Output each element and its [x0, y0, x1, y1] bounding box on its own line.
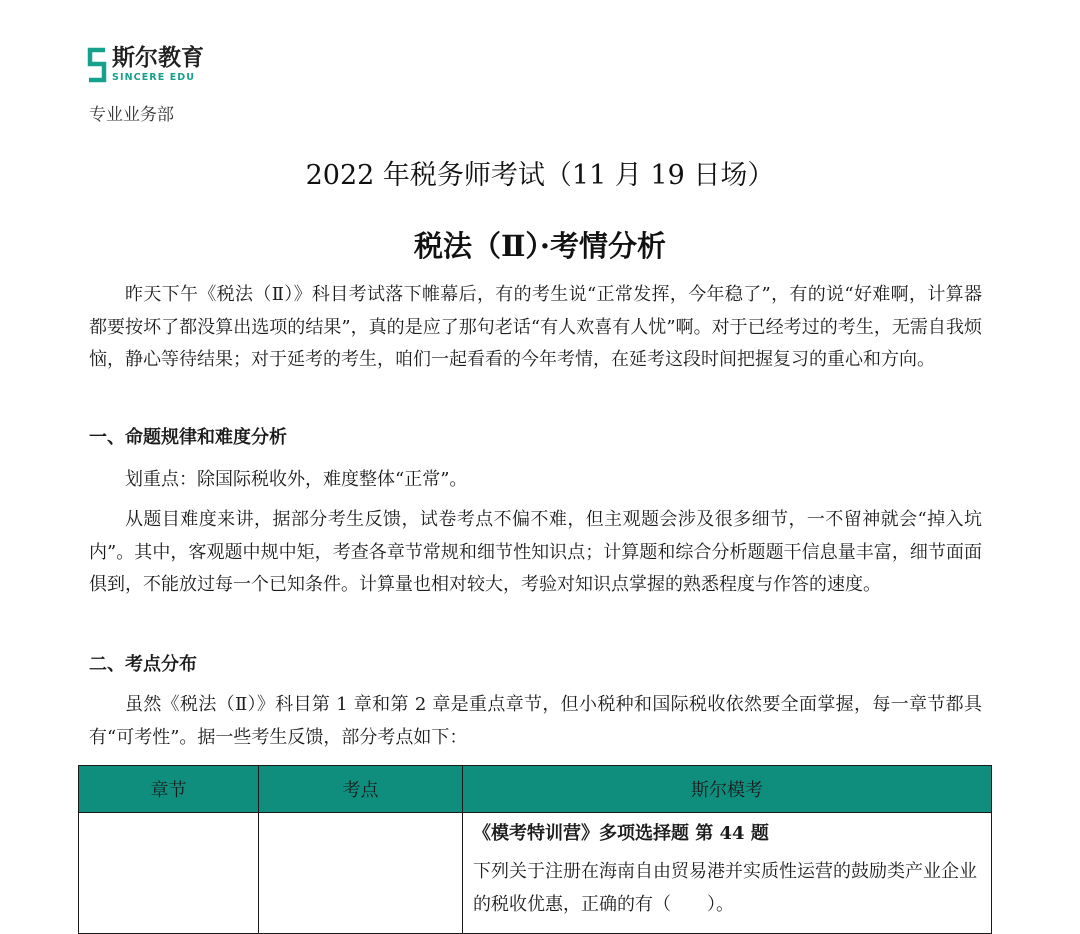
section1-heading: 一、命题规律和难度分析 [89, 427, 287, 448]
cell-point [259, 813, 463, 934]
column-header-point: 考点 [259, 766, 463, 813]
mock-question-text: 下列关于注册在海南自由贸易港并实质性运营的鼓励类产业企业的税收优惠，正确的有（ ）。 [473, 861, 977, 915]
section2-paragraph: 虽然《税法（Ⅱ）》科目第 1 章和第 2 章是重点章节，但小税种和国际税收依然要全面掌握，每一章节都具有“可考性”。据一些考生反馈，部分考点如下： [89, 694, 982, 748]
logo [86, 46, 204, 84]
sincere-logo-icon [86, 47, 108, 83]
exam-points-table [78, 765, 992, 934]
section1-key-point: 划重点：除国际税收外，难度整体“正常”。 [125, 469, 468, 490]
cell-mock-exam [463, 813, 992, 934]
logo-chinese-name: 斯尔教育 [112, 45, 204, 72]
intro-paragraph: 昨天下午《税法（Ⅱ）》科目考试落下帷幕后，有的考生说“正常发挥，今年稳了”，有的说“好难啊，计算器都要按坏了都没算出选项的结果”，真的是应了那句老话“有人欢喜有人忧”啊。对于已经考过的考生，无需自我烦恼，静心等待结果；对于延考的考生，咱们一起看看的今年考情，在延考这段时间把握复习的重心和方向。 [89, 284, 982, 370]
document-title: 2022 年税务师考试（11 月 19 日场） [305, 160, 775, 191]
column-header-mock-exam: 斯尔模考 [463, 766, 992, 813]
table-row [79, 813, 992, 934]
cell-chapter [79, 813, 259, 934]
mock-question-title: 《模考特训营》多项选择题 第 44 题 [473, 823, 769, 844]
logo-english-name: SINCERE EDU [112, 72, 196, 84]
document-subtitle: 税法（Ⅱ）·考情分析 [413, 229, 667, 263]
table-header-row [79, 766, 992, 813]
column-header-chapter: 章节 [79, 766, 259, 813]
section1-paragraph: 从题目难度来讲，据部分考生反馈，试卷考点不偏不难，但主观题会涉及很多细节，一不留神就会“掉入坑内”。其中，客观题中规中矩，考查各章节常规和细节性知识点；计算题和综合分析题题干信息量丰富，细节面面俱到，不能放过每一个已知条件。计算量也相对较大，考验对知识点掌握的熟悉程度与作答的速度。 [89, 509, 982, 595]
logo-text [112, 47, 204, 83]
section2-heading: 二、考点分布 [89, 654, 197, 675]
department-label: 专业业务部 [89, 105, 174, 125]
